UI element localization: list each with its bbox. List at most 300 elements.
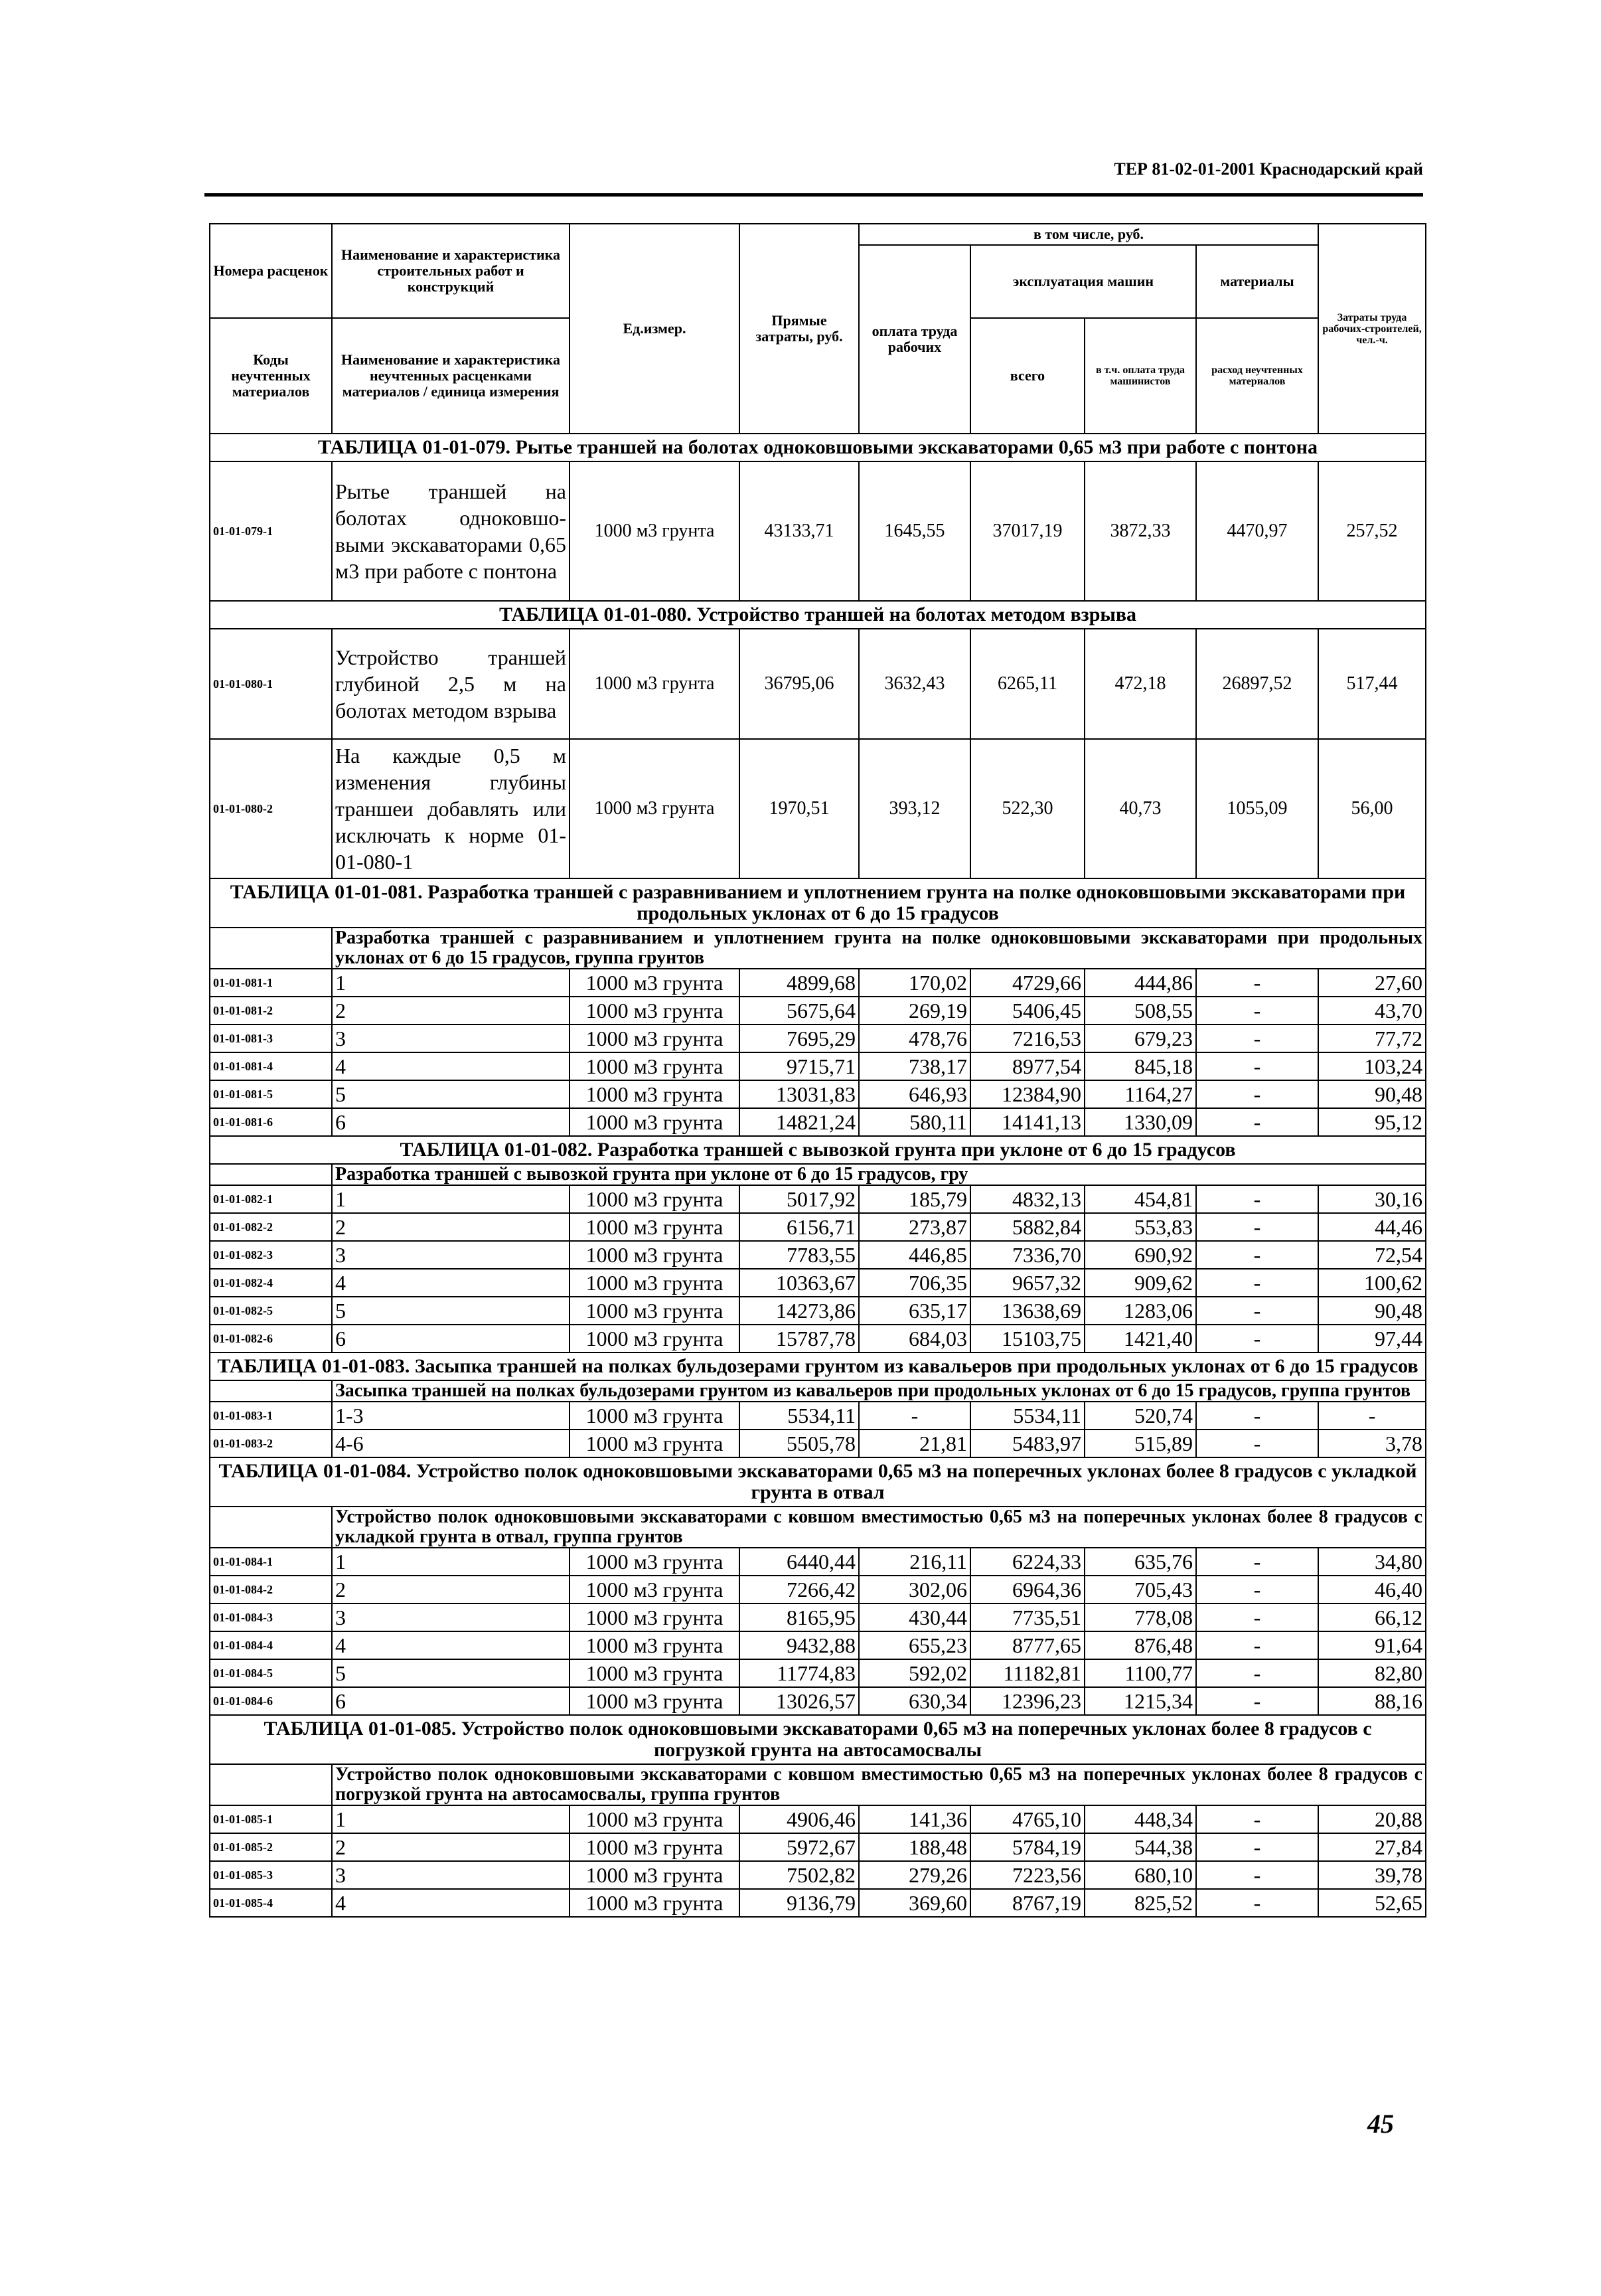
direct-cost: 5675,64 — [739, 997, 859, 1025]
table-row — [210, 1325, 1426, 1353]
labor-hours: 90,48 — [1318, 1080, 1426, 1108]
labor-cost: 273,87 — [859, 1213, 970, 1241]
labor-hours: - — [1318, 1402, 1426, 1430]
table-row — [210, 1659, 1426, 1687]
soil-group: 2 — [332, 997, 570, 1025]
materials-cost: - — [1196, 1659, 1318, 1687]
materials-cost: - — [1196, 1297, 1318, 1325]
labor-hours: 43,70 — [1318, 997, 1426, 1025]
machines-cost: 5784,19 — [970, 1833, 1085, 1861]
rate-code: 01-01-079-1 — [210, 461, 332, 601]
direct-cost: 5505,78 — [739, 1430, 859, 1457]
machines-labor-cost: 1330,09 — [1085, 1108, 1196, 1136]
materials-cost: - — [1196, 1185, 1318, 1213]
machines-cost: 4832,13 — [970, 1185, 1085, 1213]
labor-cost: 738,17 — [859, 1052, 970, 1080]
machines-cost: 7216,53 — [970, 1025, 1085, 1052]
machines-labor-cost: 515,89 — [1085, 1430, 1196, 1457]
soil-group: 1 — [332, 1185, 570, 1213]
table-title-083: ТАБЛИЦА 01-01-083. Засыпка траншей на полках бульдозерами грунтом из кавальеров при продольных уклонах от 6 до 15 градусов — [210, 1353, 1426, 1380]
labor-hours: 91,64 — [1318, 1631, 1426, 1659]
labor-hours: 82,80 — [1318, 1659, 1426, 1687]
materials-cost: - — [1196, 1269, 1318, 1297]
table-row — [210, 1805, 1426, 1833]
unit: 1000 м3 грунта — [570, 1269, 739, 1297]
machines-labor-cost: 679,23 — [1085, 1025, 1196, 1052]
machines-cost: 6265,11 — [970, 629, 1085, 739]
materials-cost: - — [1196, 1080, 1318, 1108]
unit: 1000 м3 грунта — [570, 1325, 739, 1353]
labor-cost: 302,06 — [859, 1576, 970, 1603]
soil-group: 3 — [332, 1603, 570, 1631]
table-row — [210, 1241, 1426, 1269]
machines-labor-cost: 544,38 — [1085, 1833, 1196, 1861]
group-code-empty — [210, 1164, 332, 1185]
soil-group: 6 — [332, 1687, 570, 1715]
rate-code: 01-01-085-4 — [210, 1889, 332, 1917]
soil-group: 4 — [332, 1052, 570, 1080]
rate-code: 01-01-084-1 — [210, 1548, 332, 1576]
direct-cost: 4899,68 — [739, 969, 859, 997]
materials-cost: - — [1196, 1213, 1318, 1241]
direct-cost: 5972,67 — [739, 1833, 859, 1861]
rate-code: 01-01-084-4 — [210, 1631, 332, 1659]
direct-cost: 7695,29 — [739, 1025, 859, 1052]
col-name-header: Наименование и характеристика строительных работ и конструкций — [332, 224, 570, 318]
table-row — [210, 1213, 1426, 1241]
labor-cost: 684,03 — [859, 1325, 970, 1353]
rate-code: 01-01-082-5 — [210, 1297, 332, 1325]
materials-cost: - — [1196, 1889, 1318, 1917]
labor-hours: 44,46 — [1318, 1213, 1426, 1241]
col-machines-header: эксплуатация машин — [970, 245, 1196, 318]
table-row — [210, 1025, 1426, 1052]
machines-labor-cost: 454,81 — [1085, 1185, 1196, 1213]
table-header — [210, 224, 1426, 434]
materials-cost: - — [1196, 1687, 1318, 1715]
machines-labor-cost: 1283,06 — [1085, 1297, 1196, 1325]
machines-cost: 9657,32 — [970, 1269, 1085, 1297]
machines-cost: 12384,90 — [970, 1080, 1085, 1108]
table-row — [210, 629, 1426, 739]
labor-cost: 655,23 — [859, 1631, 970, 1659]
group-caption: Разработка траншей с вывозкой грунта при уклоне от 6 до 15 градусов, гру — [332, 1164, 1426, 1185]
machines-cost: 4729,66 — [970, 969, 1085, 997]
machines-labor-cost: 825,52 — [1085, 1889, 1196, 1917]
col-machines-total-header: всего — [970, 318, 1085, 434]
machines-cost: 8767,19 — [970, 1889, 1085, 1917]
table-row — [210, 997, 1426, 1025]
soil-group: 1 — [332, 969, 570, 997]
direct-cost: 8165,95 — [739, 1603, 859, 1631]
rate-code: 01-01-082-4 — [210, 1269, 332, 1297]
soil-group: 5 — [332, 1297, 570, 1325]
soil-group: 4 — [332, 1631, 570, 1659]
machines-labor-cost: 1215,34 — [1085, 1687, 1196, 1715]
rate-code: 01-01-085-3 — [210, 1861, 332, 1889]
col-materials-sub-header: расход неучтенных материалов — [1196, 318, 1318, 434]
col-unit-header: Ед.измер. — [570, 224, 739, 434]
labor-cost: 279,26 — [859, 1861, 970, 1889]
table-row — [210, 1269, 1426, 1297]
rate-code: 01-01-081-6 — [210, 1108, 332, 1136]
rate-code: 01-01-084-6 — [210, 1687, 332, 1715]
table-body — [210, 434, 1426, 1917]
labor-hours: 517,44 — [1318, 629, 1426, 739]
labor-cost: 188,48 — [859, 1833, 970, 1861]
labor-cost: 635,17 — [859, 1297, 970, 1325]
unit: 1000 м3 грунта — [570, 461, 739, 601]
materials-cost: 4470,97 — [1196, 461, 1318, 601]
labor-cost: 269,19 — [859, 997, 970, 1025]
unit: 1000 м3 грунта — [570, 1241, 739, 1269]
unit: 1000 м3 грунта — [570, 1805, 739, 1833]
machines-cost: 37017,19 — [970, 461, 1085, 601]
group-code-empty — [210, 1507, 332, 1548]
machines-labor-cost: 705,43 — [1085, 1576, 1196, 1603]
rate-code: 01-01-082-6 — [210, 1325, 332, 1353]
labor-hours: 56,00 — [1318, 739, 1426, 878]
materials-cost: 26897,52 — [1196, 629, 1318, 739]
table-row — [210, 1402, 1426, 1430]
direct-cost: 10363,67 — [739, 1269, 859, 1297]
table-row — [210, 1185, 1426, 1213]
unit: 1000 м3 грунта — [570, 1576, 739, 1603]
labor-hours: 46,40 — [1318, 1576, 1426, 1603]
labor-cost: 216,11 — [859, 1548, 970, 1576]
col-incl-header: в том числе, руб. — [859, 224, 1318, 245]
machines-cost: 7735,51 — [970, 1603, 1085, 1631]
machines-cost: 522,30 — [970, 739, 1085, 878]
machines-labor-cost: 444,86 — [1085, 969, 1196, 997]
direct-cost: 5017,92 — [739, 1185, 859, 1213]
rate-code: 01-01-081-4 — [210, 1052, 332, 1080]
labor-cost: 369,60 — [859, 1889, 970, 1917]
machines-labor-cost: 1421,40 — [1085, 1325, 1196, 1353]
direct-cost: 36795,06 — [739, 629, 859, 739]
machines-cost: 4765,10 — [970, 1805, 1085, 1833]
direct-cost: 13026,57 — [739, 1687, 859, 1715]
direct-cost: 7502,82 — [739, 1861, 859, 1889]
soil-group: 4 — [332, 1889, 570, 1917]
soil-group: 3 — [332, 1241, 570, 1269]
materials-cost: - — [1196, 1325, 1318, 1353]
direct-cost: 15787,78 — [739, 1325, 859, 1353]
group-code-empty — [210, 1380, 332, 1402]
col-machines-labor-header: в т.ч. оплата труда машинистов — [1085, 318, 1196, 434]
col-code-sub-header: Коды неучтенных материалов — [210, 318, 332, 434]
materials-cost: - — [1196, 1833, 1318, 1861]
materials-cost: - — [1196, 1603, 1318, 1631]
machines-labor-cost: 472,18 — [1085, 629, 1196, 739]
unit: 1000 м3 грунта — [570, 1861, 739, 1889]
table-row — [210, 1576, 1426, 1603]
labor-hours: 95,12 — [1318, 1108, 1426, 1136]
labor-cost: 446,85 — [859, 1241, 970, 1269]
labor-hours: 30,16 — [1318, 1185, 1426, 1213]
unit: 1000 м3 грунта — [570, 1659, 739, 1687]
labor-hours: 27,84 — [1318, 1833, 1426, 1861]
materials-cost: - — [1196, 997, 1318, 1025]
col-hours-header: Затраты труда рабочих-строителей, чел.-ч. — [1318, 224, 1426, 434]
labor-hours: 77,72 — [1318, 1025, 1426, 1052]
labor-cost: 706,35 — [859, 1269, 970, 1297]
labor-hours: 90,48 — [1318, 1297, 1426, 1325]
machines-cost: 12396,23 — [970, 1687, 1085, 1715]
materials-cost: - — [1196, 1052, 1318, 1080]
rate-code: 01-01-085-2 — [210, 1833, 332, 1861]
unit: 1000 м3 грунта — [570, 1052, 739, 1080]
rate-code: 01-01-082-1 — [210, 1185, 332, 1213]
machines-cost: 7336,70 — [970, 1241, 1085, 1269]
machines-cost: 8977,54 — [970, 1052, 1085, 1080]
direct-cost: 13031,83 — [739, 1080, 859, 1108]
rate-code: 01-01-084-5 — [210, 1659, 332, 1687]
labor-cost: 393,12 — [859, 739, 970, 878]
unit: 1000 м3 грунта — [570, 1430, 739, 1457]
table-row — [210, 1297, 1426, 1325]
rates-table-container — [209, 223, 1425, 1918]
machines-cost: 7223,56 — [970, 1861, 1085, 1889]
machines-cost: 6964,36 — [970, 1576, 1085, 1603]
materials-cost: - — [1196, 1805, 1318, 1833]
col-direct-header: Прямые затраты, руб. — [739, 224, 859, 434]
table-row — [210, 1080, 1426, 1108]
soil-group: 3 — [332, 1025, 570, 1052]
soil-group: 1 — [332, 1548, 570, 1576]
direct-cost: 6156,71 — [739, 1213, 859, 1241]
rate-code: 01-01-085-1 — [210, 1805, 332, 1833]
labor-hours: 66,12 — [1318, 1603, 1426, 1631]
unit: 1000 м3 грунта — [570, 997, 739, 1025]
direct-cost: 14821,24 — [739, 1108, 859, 1136]
soil-group: 4-6 — [332, 1430, 570, 1457]
rate-code: 01-01-081-1 — [210, 969, 332, 997]
soil-group: 1-3 — [332, 1402, 570, 1430]
unit: 1000 м3 грунта — [570, 1603, 739, 1631]
rate-code: 01-01-081-2 — [210, 997, 332, 1025]
soil-group: 6 — [332, 1325, 570, 1353]
direct-cost: 6440,44 — [739, 1548, 859, 1576]
table-title-085: ТАБЛИЦА 01-01-085. Устройство полок одноковшовыми экскаваторами 0,65 м3 на поперечных уклонах более 8 градусов с погрузкой грунта на автосамосвалы — [210, 1715, 1426, 1764]
machines-labor-cost: 690,92 — [1085, 1241, 1196, 1269]
labor-cost: 630,34 — [859, 1687, 970, 1715]
table-title-079: ТАБЛИЦА 01-01-079. Рытье траншей на болотах одноковшовыми экскаваторами 0,65 м3 при работе с понтона — [210, 434, 1426, 461]
materials-cost: - — [1196, 1861, 1318, 1889]
rate-code: 01-01-082-2 — [210, 1213, 332, 1241]
materials-cost: 1055,09 — [1196, 739, 1318, 878]
labor-hours: 100,62 — [1318, 1269, 1426, 1297]
document-header: ТЕР 81-02-01-2001 Краснодарский край — [1114, 159, 1423, 179]
rate-code: 01-01-080-2 — [210, 739, 332, 878]
direct-cost: 14273,86 — [739, 1297, 859, 1325]
labor-hours: 72,54 — [1318, 1241, 1426, 1269]
table-row — [210, 1052, 1426, 1080]
rate-code: 01-01-081-3 — [210, 1025, 332, 1052]
col-code-header: Номера расценок — [210, 224, 332, 318]
materials-cost: - — [1196, 969, 1318, 997]
unit: 1000 м3 грунта — [570, 1402, 739, 1430]
table-row — [210, 739, 1426, 878]
labor-cost: 3632,43 — [859, 629, 970, 739]
table-title-082: ТАБЛИЦА 01-01-082. Разработка траншей с вывозкой грунта при уклоне от 6 до 15 градусов — [210, 1136, 1426, 1164]
direct-cost: 1970,51 — [739, 739, 859, 878]
unit: 1000 м3 грунта — [570, 1687, 739, 1715]
col-name-sub-header: Наименование и характеристика неучтенных расценками материалов / единица измерения — [332, 318, 570, 434]
table-row — [210, 1603, 1426, 1631]
materials-cost: - — [1196, 1025, 1318, 1052]
machines-labor-cost: 553,83 — [1085, 1213, 1196, 1241]
table-row — [210, 969, 1426, 997]
rate-code: 01-01-080-1 — [210, 629, 332, 739]
machines-cost: 6224,33 — [970, 1548, 1085, 1576]
materials-cost: - — [1196, 1402, 1318, 1430]
labor-cost: 592,02 — [859, 1659, 970, 1687]
soil-group: 2 — [332, 1833, 570, 1861]
soil-group: 4 — [332, 1269, 570, 1297]
unit: 1000 м3 грунта — [570, 1833, 739, 1861]
unit: 1000 м3 грунта — [570, 1080, 739, 1108]
group-caption: Разработка траншей с разравниванием и уплотнением грунта на полке одноковшовыми экскаваторами при продольных уклонах от 6 до 15 градусов, группа грунтов — [332, 928, 1426, 969]
soil-group: 3 — [332, 1861, 570, 1889]
labor-hours: 88,16 — [1318, 1687, 1426, 1715]
machines-labor-cost: 845,18 — [1085, 1052, 1196, 1080]
direct-cost: 9715,71 — [739, 1052, 859, 1080]
work-name: Устройство траншей глубиной 2,5 м на болотах методом взрыва — [332, 629, 570, 739]
rate-code: 01-01-082-3 — [210, 1241, 332, 1269]
materials-cost: - — [1196, 1548, 1318, 1576]
table-title-080: ТАБЛИЦА 01-01-080. Устройство траншей на болотах методом взрыва — [210, 601, 1426, 629]
table-row — [210, 1889, 1426, 1917]
labor-hours: 34,80 — [1318, 1548, 1426, 1576]
labor-cost: 21,81 — [859, 1430, 970, 1457]
machines-cost: 14141,13 — [970, 1108, 1085, 1136]
unit: 1000 м3 грунта — [570, 1297, 739, 1325]
unit: 1000 м3 грунта — [570, 629, 739, 739]
direct-cost: 5534,11 — [739, 1402, 859, 1430]
unit: 1000 м3 грунта — [570, 739, 739, 878]
machines-cost: 5406,45 — [970, 997, 1085, 1025]
work-name: На каждые 0,5 м изменения глубины траншеи добавлять или исключать к норме 01-01-080-1 — [332, 739, 570, 878]
direct-cost: 43133,71 — [739, 461, 859, 601]
soil-group: 5 — [332, 1659, 570, 1687]
direct-cost: 7783,55 — [739, 1241, 859, 1269]
labor-cost: 185,79 — [859, 1185, 970, 1213]
group-code-empty — [210, 928, 332, 969]
unit: 1000 м3 грунта — [570, 1185, 739, 1213]
soil-group: 5 — [332, 1080, 570, 1108]
machines-labor-cost: 448,34 — [1085, 1805, 1196, 1833]
machines-cost: 11182,81 — [970, 1659, 1085, 1687]
unit: 1000 м3 грунта — [570, 1025, 739, 1052]
labor-cost: 646,93 — [859, 1080, 970, 1108]
labor-cost: 170,02 — [859, 969, 970, 997]
soil-group: 2 — [332, 1576, 570, 1603]
labor-hours: 257,52 — [1318, 461, 1426, 601]
machines-labor-cost: 909,62 — [1085, 1269, 1196, 1297]
machines-labor-cost: 520,74 — [1085, 1402, 1196, 1430]
labor-cost: 580,11 — [859, 1108, 970, 1136]
table-row — [210, 1861, 1426, 1889]
table-row — [210, 1548, 1426, 1576]
machines-labor-cost: 876,48 — [1085, 1631, 1196, 1659]
table-row — [210, 1687, 1426, 1715]
labor-cost: 430,44 — [859, 1603, 970, 1631]
labor-hours: 52,65 — [1318, 1889, 1426, 1917]
materials-cost: - — [1196, 1576, 1318, 1603]
table-row — [210, 1430, 1426, 1457]
col-labor-header: оплата труда рабочих — [859, 245, 970, 434]
machines-cost: 8777,65 — [970, 1631, 1085, 1659]
machines-cost: 13638,69 — [970, 1297, 1085, 1325]
unit: 1000 м3 грунта — [570, 1108, 739, 1136]
rates-table — [209, 223, 1426, 1918]
table-row — [210, 461, 1426, 601]
labor-hours: 3,78 — [1318, 1430, 1426, 1457]
direct-cost: 4906,46 — [739, 1805, 859, 1833]
machines-labor-cost: 1164,27 — [1085, 1080, 1196, 1108]
direct-cost: 9432,88 — [739, 1631, 859, 1659]
materials-cost: - — [1196, 1631, 1318, 1659]
machines-labor-cost: 3872,33 — [1085, 461, 1196, 601]
soil-group: 6 — [332, 1108, 570, 1136]
direct-cost: 11774,83 — [739, 1659, 859, 1687]
direct-cost: 7266,42 — [739, 1576, 859, 1603]
unit: 1000 м3 грунта — [570, 1889, 739, 1917]
labor-cost: 141,36 — [859, 1805, 970, 1833]
page-number: 45 — [1367, 2109, 1394, 2139]
machines-cost: 5483,97 — [970, 1430, 1085, 1457]
labor-cost: 1645,55 — [859, 461, 970, 601]
direct-cost: 9136,79 — [739, 1889, 859, 1917]
rate-code: 01-01-083-2 — [210, 1430, 332, 1457]
rate-code: 01-01-083-1 — [210, 1402, 332, 1430]
labor-hours: 39,78 — [1318, 1861, 1426, 1889]
work-name: Рытье траншей на болотах одноковшо-выми экскаваторами 0,65 м3 при работе с понтона — [332, 461, 570, 601]
materials-cost: - — [1196, 1108, 1318, 1136]
machines-labor-cost: 680,10 — [1085, 1861, 1196, 1889]
soil-group: 1 — [332, 1805, 570, 1833]
materials-cost: - — [1196, 1241, 1318, 1269]
machines-labor-cost: 40,73 — [1085, 739, 1196, 878]
table-row — [210, 1108, 1426, 1136]
unit: 1000 м3 грунта — [570, 1548, 739, 1576]
machines-cost: 15103,75 — [970, 1325, 1085, 1353]
machines-labor-cost: 508,55 — [1085, 997, 1196, 1025]
table-title-084: ТАБЛИЦА 01-01-084. Устройство полок одноковшовыми экскаваторами 0,65 м3 на поперечных уклонах более 8 градусов с укладкой грунта в отвал — [210, 1457, 1426, 1507]
header-rule — [204, 193, 1423, 197]
unit: 1000 м3 грунта — [570, 969, 739, 997]
unit: 1000 м3 грунта — [570, 1631, 739, 1659]
machines-labor-cost: 778,08 — [1085, 1603, 1196, 1631]
labor-hours: 103,24 — [1318, 1052, 1426, 1080]
labor-hours: 97,44 — [1318, 1325, 1426, 1353]
group-caption: Устройство полок одноковшовыми экскаваторами с ковшом вместимостью 0,65 м3 на поперечных уклонах более 8 градусов с укладкой грунта в отвал, группа грунтов — [332, 1507, 1426, 1548]
machines-cost: 5534,11 — [970, 1402, 1085, 1430]
group-code-empty — [210, 1764, 332, 1805]
materials-cost: - — [1196, 1430, 1318, 1457]
labor-hours: 20,88 — [1318, 1805, 1426, 1833]
machines-labor-cost: 1100,77 — [1085, 1659, 1196, 1687]
group-caption: Засыпка траншей на полках бульдозерами грунтом из кавальеров при продольных уклонах от 6 до 15 градусов, группа грунтов — [332, 1380, 1426, 1402]
table-row — [210, 1833, 1426, 1861]
group-caption: Устройство полок одноковшовыми экскаваторами с ковшом вместимостью 0,65 м3 на поперечных уклонах более 8 градусов с погрузкой грунта на автосамосвалы, группа грунтов — [332, 1764, 1426, 1805]
unit: 1000 м3 грунта — [570, 1213, 739, 1241]
rate-code: 01-01-084-2 — [210, 1576, 332, 1603]
labor-cost: 478,76 — [859, 1025, 970, 1052]
rate-code: 01-01-084-3 — [210, 1603, 332, 1631]
machines-labor-cost: 635,76 — [1085, 1548, 1196, 1576]
